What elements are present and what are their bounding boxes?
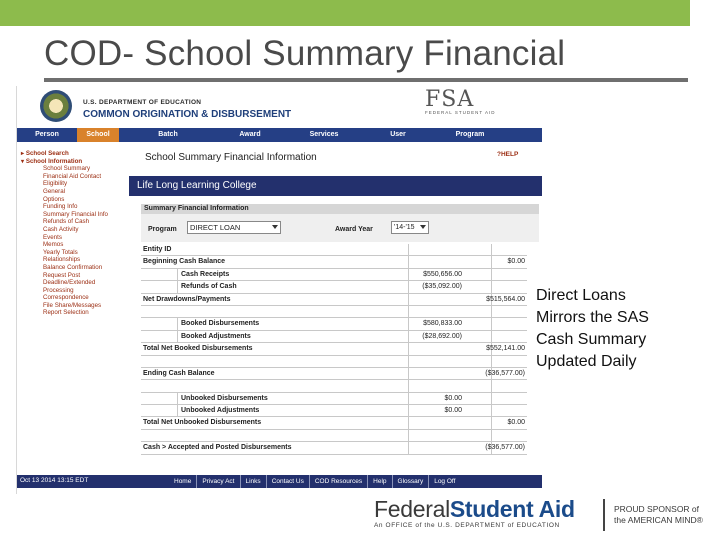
- row-column-divider: [408, 356, 409, 368]
- table-row: [141, 294, 527, 306]
- sponsor-line-1: PROUD SPONSOR of: [614, 504, 700, 514]
- fsa-wordmark: [374, 496, 594, 523]
- fsa-logo-text: FSA: [425, 87, 475, 112]
- footer-link-help[interactable]: Help: [368, 475, 392, 488]
- footer-link-privacy-act[interactable]: Privacy Act: [197, 475, 240, 488]
- footer-links: [169, 475, 460, 488]
- table-row: [141, 256, 527, 268]
- title-divider: [44, 78, 688, 82]
- program-select[interactable]: [187, 221, 281, 234]
- table-row: [141, 318, 527, 330]
- page-number: 43: [50, 513, 59, 522]
- summary-financial-header: Summary Financial Information: [141, 204, 539, 214]
- row-sub-amount: $0.00: [444, 407, 462, 415]
- table-row: [141, 281, 527, 293]
- top-accent-bar: [0, 0, 720, 26]
- nav-tab-user[interactable]: User: [390, 131, 406, 138]
- row-sub-amount: $0.00: [444, 394, 462, 402]
- row-column-divider: [408, 306, 409, 318]
- sponsor-text: [614, 504, 703, 526]
- row-sub-amount: $550,656.00: [423, 270, 462, 278]
- footer-link-links[interactable]: Links: [241, 475, 267, 488]
- callout-text: [536, 285, 716, 373]
- row-column-divider: [408, 256, 409, 268]
- row-indent-divider: [177, 318, 178, 330]
- row-label: Total Net Unbooked Disbursements: [143, 419, 262, 427]
- row-amount: $515,564.00: [486, 295, 525, 303]
- award-year-select[interactable]: [391, 221, 429, 234]
- slide-title: COD- School Summary Financial: [44, 34, 566, 73]
- row-amount: $0.00: [507, 419, 525, 427]
- financial-table: [141, 244, 527, 455]
- row-label: Net Drawdowns/Payments: [143, 295, 231, 303]
- sidebar-item[interactable]: Financial Aid Contact: [43, 172, 102, 180]
- cod-footer: [17, 475, 542, 488]
- footer-link-cod-resources[interactable]: COD Resources: [310, 475, 368, 488]
- row-indent-divider: [177, 393, 178, 405]
- row-column-divider: [408, 442, 409, 454]
- row-label: Booked Adjustments: [181, 332, 251, 340]
- row-indent-divider: [177, 331, 178, 343]
- row-column-divider: [408, 343, 409, 355]
- callout-line: Mirrors the SAS: [536, 309, 649, 326]
- fsa-logo-subtext: FEDERAL STUDENT AID: [425, 110, 496, 115]
- table-row: [141, 380, 527, 392]
- fsa-wordmark-student-aid: Student Aid: [449, 496, 575, 522]
- sidebar-item[interactable]: Yearly Totals: [43, 248, 78, 256]
- sidebar-item[interactable]: Events: [43, 233, 62, 241]
- row-label: Unbooked Disbursements: [181, 394, 268, 402]
- table-row: [141, 442, 527, 454]
- table-row: [141, 343, 527, 355]
- row-sub-amount: $580,833.00: [423, 320, 462, 328]
- row-label: Refunds of Cash: [181, 283, 237, 291]
- row-label: Booked Disbursements: [181, 320, 260, 328]
- row-column-divider: [491, 269, 492, 281]
- left-nav-school-search[interactable]: ▸ School Search: [21, 150, 69, 157]
- callout-line: Updated Daily: [536, 353, 637, 370]
- nav-tab-batch[interactable]: Batch: [158, 131, 178, 138]
- sidebar-item[interactable]: Relationships: [43, 256, 81, 264]
- row-column-divider: [491, 430, 492, 442]
- sidebar-item[interactable]: Request Post: [43, 271, 81, 279]
- row-indent-divider: [177, 269, 178, 281]
- nav-tab-award[interactable]: Award: [239, 131, 261, 138]
- table-row: [141, 368, 527, 380]
- program-select-value: DIRECT LOAN: [190, 223, 241, 232]
- row-column-divider: [408, 368, 409, 380]
- row-column-divider: [408, 244, 409, 256]
- table-row: [141, 269, 527, 281]
- row-amount: ($36,577.00): [485, 369, 525, 377]
- nav-tab-person[interactable]: Person: [35, 131, 59, 138]
- row-label: Total Net Booked Disbursements: [143, 345, 253, 353]
- row-amount: $0.00: [507, 258, 525, 266]
- row-label: Cash > Accepted and Posted Disbursements: [143, 444, 292, 452]
- row-column-divider: [408, 430, 409, 442]
- table-row: [141, 393, 527, 405]
- row-label: Unbooked Adjustments: [181, 407, 260, 415]
- sidebar-item[interactable]: Options: [43, 195, 65, 203]
- sidebar-item[interactable]: Funding Info: [43, 203, 78, 211]
- table-row: [141, 356, 527, 368]
- fsa-office-line: An OFFICE of the U.S. DEPARTMENT of EDUCATION: [374, 522, 560, 529]
- chevron-down-icon: [420, 225, 426, 229]
- row-label: Beginning Cash Balance: [143, 258, 226, 266]
- sidebar-item[interactable]: Memos: [43, 241, 64, 249]
- sidebar-item[interactable]: General: [43, 187, 66, 195]
- sidebar-item[interactable]: Report Selection: [43, 309, 89, 317]
- row-column-divider: [491, 331, 492, 343]
- table-row: [141, 405, 527, 417]
- program-label: Program: [148, 226, 177, 233]
- department-name: U.S. DEPARTMENT OF EDUCATION: [83, 99, 202, 106]
- row-column-divider: [408, 417, 409, 429]
- row-column-divider: [408, 380, 409, 392]
- fsa-brand-footer: [374, 496, 594, 536]
- award-year-select-value: '14-'15: [394, 224, 415, 231]
- row-column-divider: [491, 244, 492, 256]
- left-nav: [21, 150, 133, 430]
- row-column-divider: [491, 393, 492, 405]
- ed-header: [17, 86, 542, 128]
- sponsor-line-2: the AMERICAN MIND®: [614, 515, 703, 525]
- footer-link-contact-us[interactable]: Contact Us: [267, 475, 310, 488]
- sidebar-item[interactable]: File Share/Messages: [43, 301, 102, 309]
- help-link[interactable]: ?HELP: [497, 151, 519, 158]
- sidebar-item[interactable]: Deadline/Extended: [43, 279, 96, 287]
- row-column-divider: [491, 306, 492, 318]
- summary-financial-panel: [141, 204, 539, 454]
- row-column-divider: [408, 294, 409, 306]
- footer-date: Oct 13 2014 13:15 EDT: [20, 477, 89, 484]
- row-label: Entity ID: [143, 246, 172, 253]
- footer-link-glossary[interactable]: Glossary: [393, 475, 430, 488]
- brand-divider: [603, 499, 605, 531]
- row-sub-amount: ($28,692.00): [422, 332, 462, 340]
- table-row: [141, 306, 527, 318]
- row-indent-divider: [177, 405, 178, 417]
- table-row: [141, 331, 527, 343]
- nav-tab-program[interactable]: Program: [455, 131, 485, 138]
- callout-line: Direct Loans: [536, 287, 626, 304]
- row-sub-amount: ($35,092.00): [422, 283, 462, 291]
- app-name: COMMON ORIGINATION & DISBURSEMENT: [83, 109, 292, 120]
- sidebar-item[interactable]: Refunds of Cash: [43, 218, 90, 226]
- school-name: Life Long Learning College: [137, 180, 257, 191]
- row-label: Cash Receipts: [181, 270, 230, 278]
- filter-row: [141, 214, 539, 242]
- top-accent-gap: [690, 0, 720, 26]
- row-column-divider: [491, 356, 492, 368]
- award-year-label: Award Year: [335, 226, 373, 233]
- table-row: [141, 430, 527, 442]
- sidebar-item[interactable]: Eligibility: [43, 180, 68, 188]
- sidebar-item[interactable]: Processing: [43, 286, 74, 294]
- footer-link-log-off[interactable]: Log Off: [434, 478, 456, 485]
- fsa-wordmark-federal: Federal: [374, 496, 450, 522]
- sidebar-item[interactable]: School Summary: [43, 165, 91, 173]
- table-row: [141, 417, 527, 429]
- school-name-bar: [129, 176, 542, 196]
- row-indent-divider: [177, 281, 178, 293]
- row-column-divider: [491, 281, 492, 293]
- callout-line: Cash Summary: [536, 331, 647, 348]
- main-nav: [17, 128, 542, 142]
- fsa-logo: [425, 87, 496, 126]
- nav-tab-school[interactable]: School: [77, 128, 119, 142]
- sidebar-item[interactable]: Balance Confirmation: [43, 263, 103, 271]
- row-label: Ending Cash Balance: [143, 369, 215, 377]
- department-seal-icon: [40, 90, 72, 122]
- row-column-divider: [491, 380, 492, 392]
- row-column-divider: [491, 318, 492, 330]
- sidebar-item[interactable]: Cash Activity: [43, 225, 79, 233]
- chevron-down-icon: [272, 225, 278, 229]
- page-title: School Summary Financial Information: [145, 152, 317, 163]
- nav-tab-services[interactable]: Services: [309, 131, 339, 138]
- left-nav-school-information[interactable]: ▾ School Information: [21, 157, 83, 165]
- table-row: [141, 244, 527, 256]
- row-amount: ($36,577.00): [485, 444, 525, 452]
- row-amount: $552,141.00: [486, 345, 525, 353]
- row-column-divider: [491, 405, 492, 417]
- cod-screenshot: [16, 86, 542, 494]
- left-nav-items: [21, 165, 133, 317]
- sidebar-item[interactable]: Summary Financial Info: [43, 210, 108, 218]
- footer-link-home[interactable]: Home: [169, 475, 197, 488]
- sidebar-item[interactable]: Correspondence: [43, 294, 89, 302]
